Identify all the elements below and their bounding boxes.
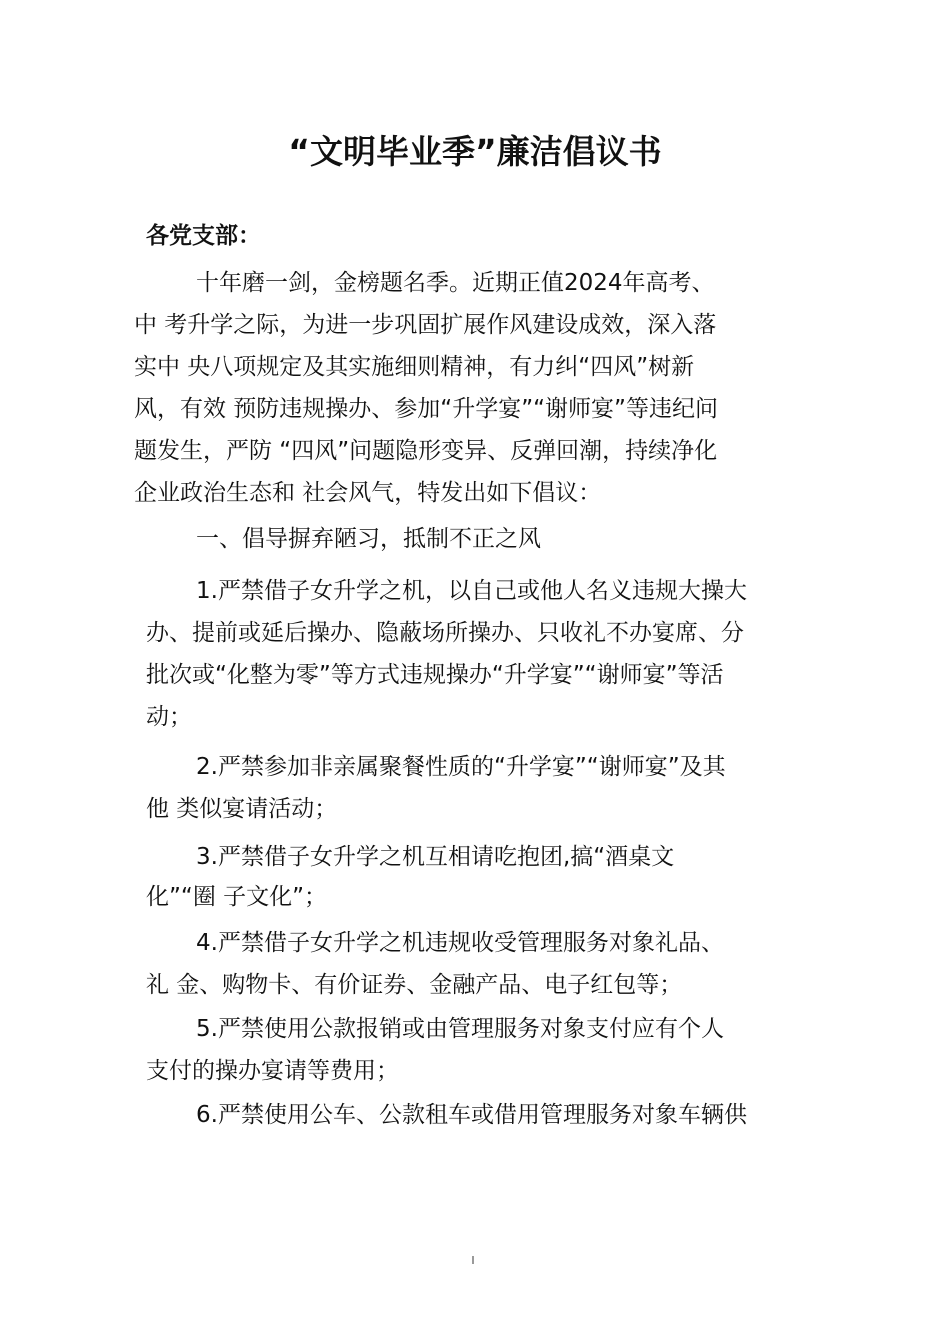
intro-line: 十年磨一剑，金榜题名季。近期正值2024年高考、 xyxy=(196,270,715,296)
item-line: 批次或“化整为零”等方式违规操办“升学宴”“谢师宴”等活 xyxy=(146,662,724,688)
intro-line: 题发生，严防 “四风”问题隐形变异、反弹回潮，持续净化 xyxy=(134,438,718,464)
item-line: 2.严禁参加非亲属聚餐性质的“升学宴”“谢师宴”及其 xyxy=(196,754,726,780)
intro-line: 实中 央八项规定及其实施细则精神，有力纠“四风”树新 xyxy=(134,354,695,380)
intro-line: 风，有效 预防违规操办、参加“升学宴”“谢师宴”等违纪问 xyxy=(134,396,718,422)
page-footer-mark xyxy=(472,1256,474,1264)
item-line: 礼 金、购物卡、有价证券、金融产品、电子红包等； xyxy=(146,972,683,998)
item-line: 3.严禁借子女升学之机互相请吃抱团,搞“酒桌文 xyxy=(196,844,675,870)
intro-line: 中 考升学之际，为进一步巩固扩展作风建设成效，深入落 xyxy=(134,312,717,338)
item-line: 化”“圈 子文化”； xyxy=(146,884,328,910)
item-line: 办、提前或延后操办、隐蔽场所操办、只收礼不办宴席、分 xyxy=(146,620,744,646)
document-title: “文明毕业季”廉洁倡议书 xyxy=(288,132,662,171)
intro-line: 企业政治生态和 社会风气，特发出如下倡议： xyxy=(134,480,602,506)
item-line: 4.严禁借子女升学之机违规收受管理服务对象礼品、 xyxy=(196,930,724,956)
item-line: 动； xyxy=(146,704,192,730)
item-line: 1.严禁借子女升学之机，以自己或他人名义违规大操大 xyxy=(196,578,747,604)
item-line: 6.严禁使用公车、公款租车或借用管理服务对象车辆供 xyxy=(196,1102,747,1128)
item-line: 他 类似宴请活动； xyxy=(146,796,338,822)
salutation: 各党支部： xyxy=(146,223,261,249)
section-heading: 一、倡导摒弃陋习，抵制不正之风 xyxy=(196,526,541,552)
item-line: 5.严禁使用公款报销或由管理服务对象支付应有个人 xyxy=(196,1016,724,1042)
item-line: 支付的操办宴请等费用； xyxy=(146,1058,399,1084)
